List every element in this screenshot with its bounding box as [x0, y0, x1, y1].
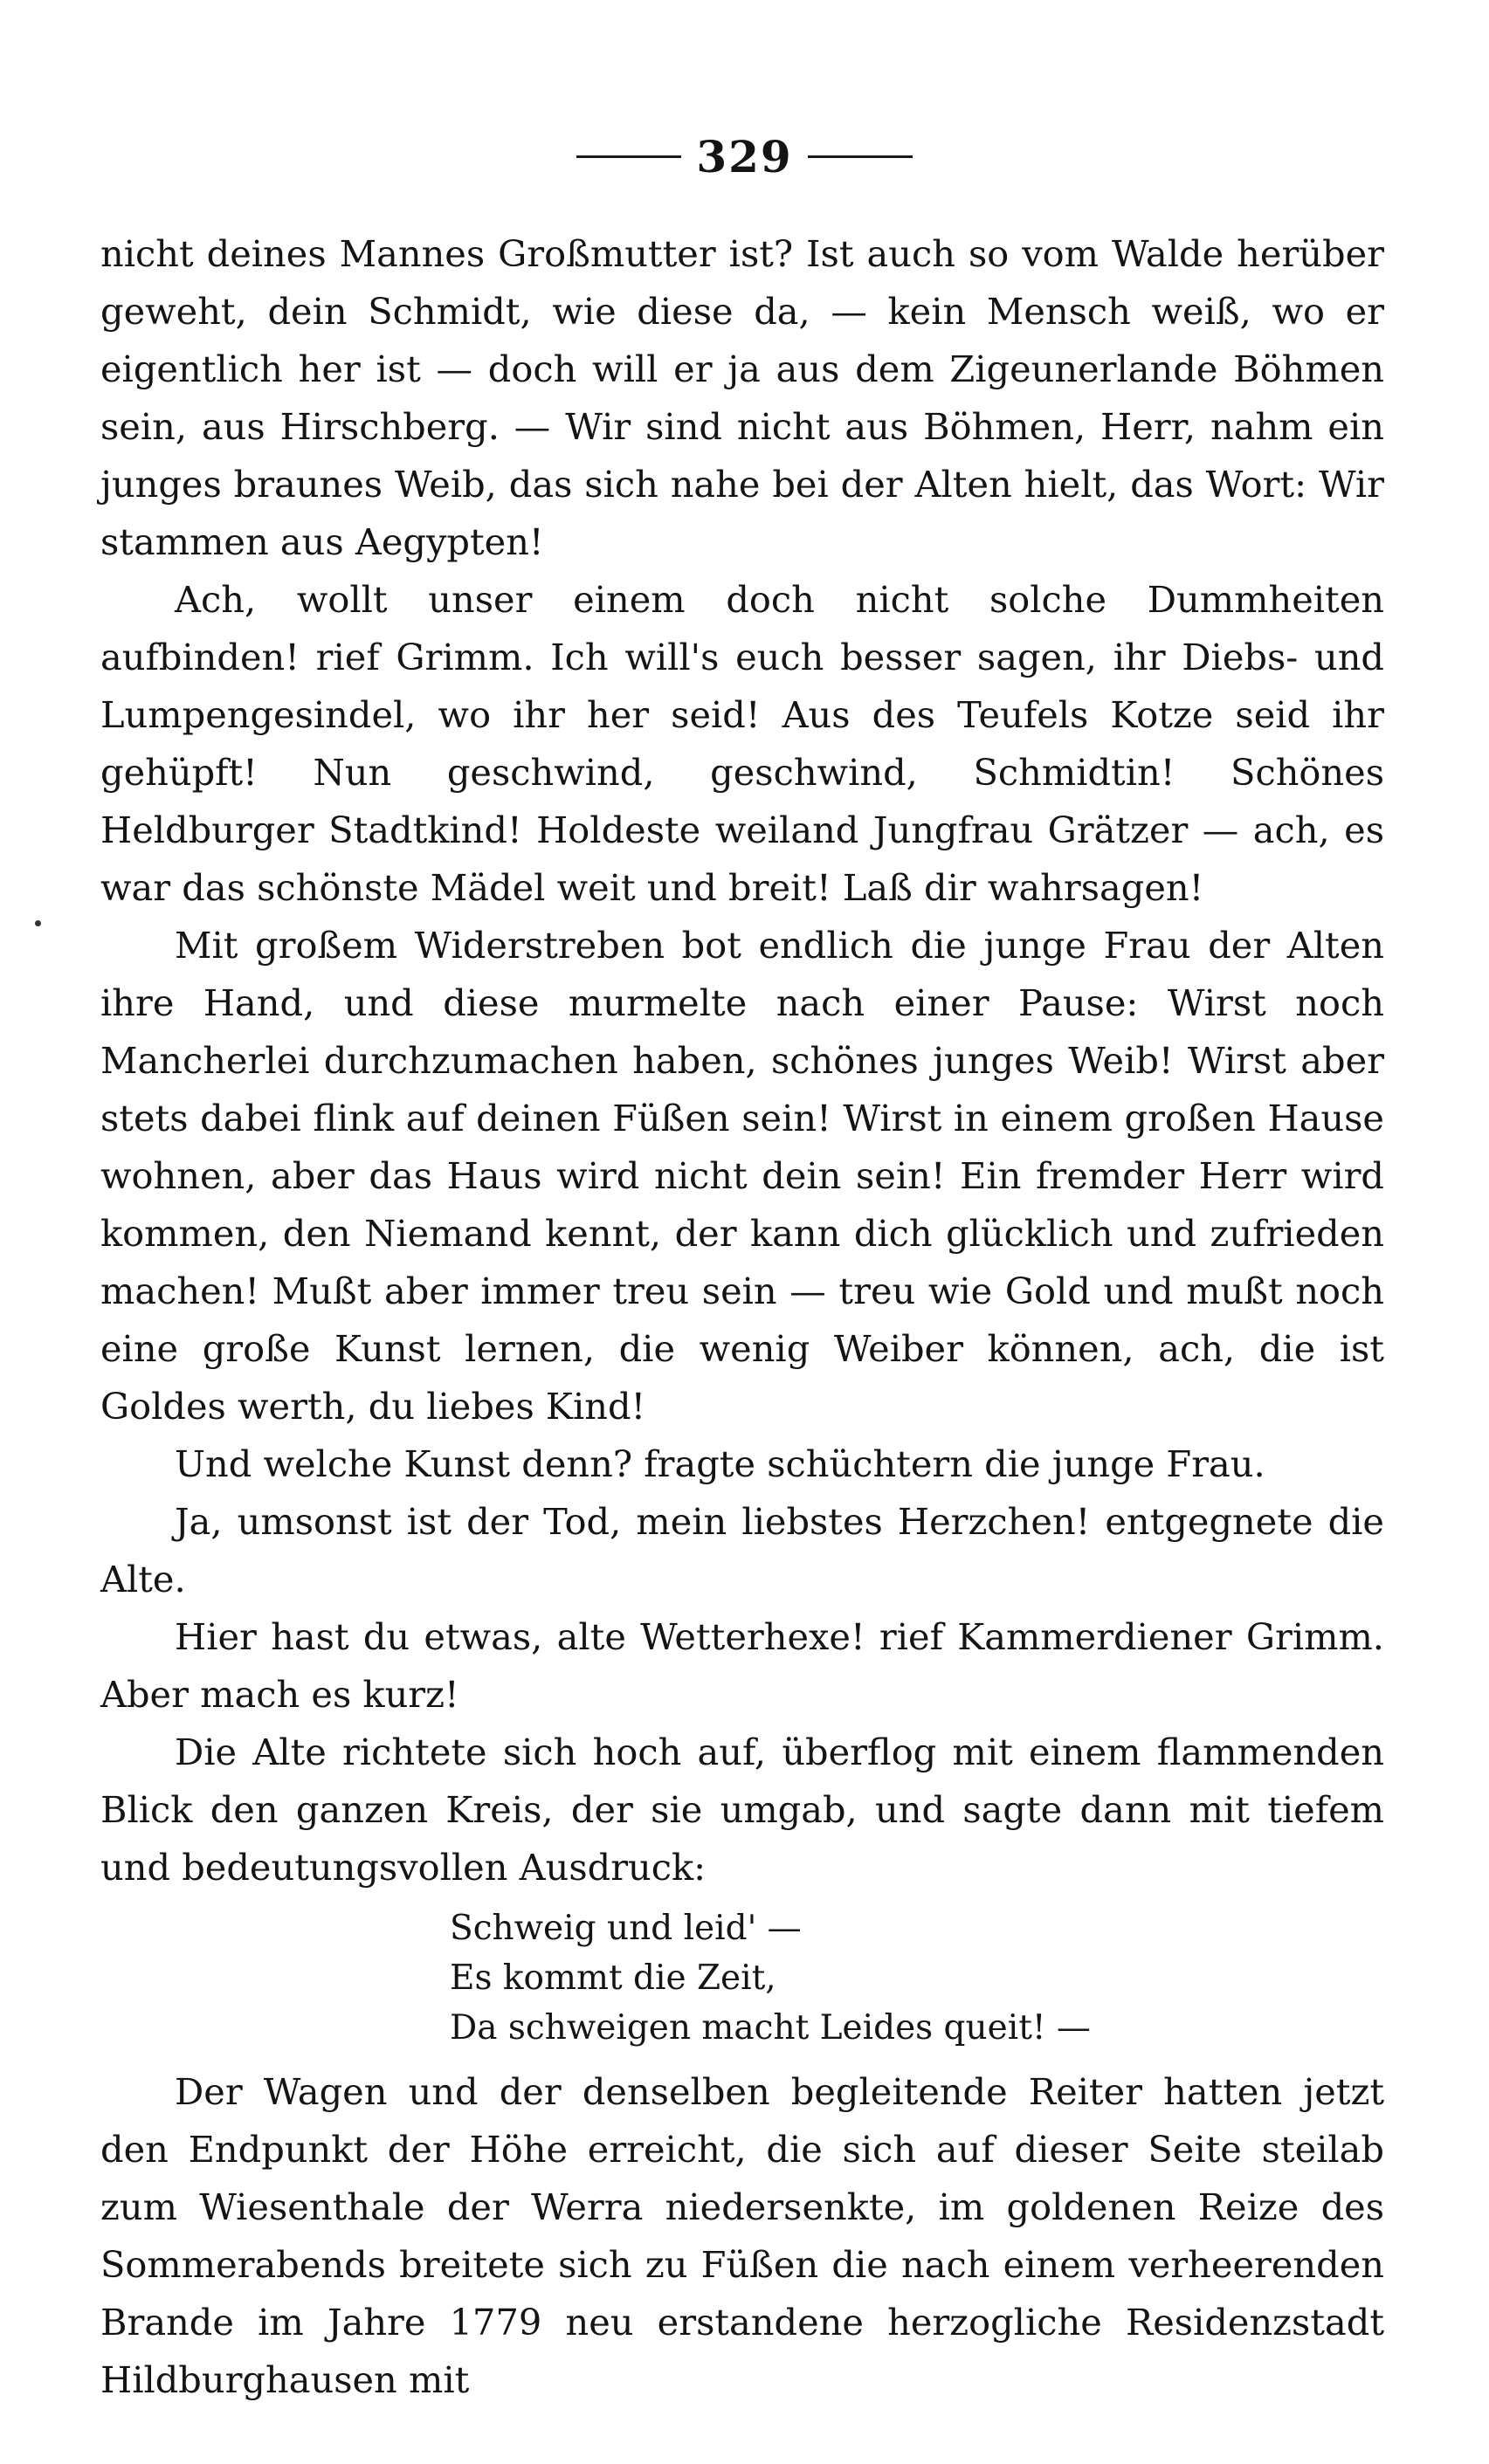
verse-line: Da schweigen macht Leides queit! — [450, 2008, 1091, 2048]
header-rule-left [576, 155, 681, 158]
paragraph: Hier hast du etwas, alte Wetterhexe! rief Kammerdiener Grimm. Aber mach es kurz! [100, 1615, 1384, 1716]
paragraph-final: Der Wagen und der denselben begleitende Reiter hatten jetzt den Endpunkt der Höhe erreicht, die sich auf dieser Seite steilab zum Wiesenthale der Werra niedersenkte, im goldenen Reize des Sommerabends breitete sich zu Füßen die nach einem verheerenden Brande im Jahre 1779 neu erstandene herzogliche Residenzstadt Hildburghausen mit [100, 2070, 1384, 2401]
verse-block [100, 1903, 1384, 2053]
body-text [100, 225, 1384, 2409]
paragraph: Ach, wollt unser einem doch nicht solche Dummheiten aufbinden! rief Grimm. Ich will's euch besser sagen, ihr Diebs- und Lumpengesindel, wo ihr her seid! Aus des Teufels Kotze seid ihr gehüpft! Nun geschwind, geschwind, Schmidtin! Schönes Heldburger Stadtkind! Holdeste weiland Jungfrau Grätzer — ach, es war das schönste Mädel weit und breit! Laß dir wahrsagen! [100, 578, 1384, 909]
verse-line: Schweig und leid' — [450, 1909, 802, 1948]
paragraph: Die Alte richtete sich hoch auf, überflog mit einem flammenden Blick den ganzen Kreis, der sie umgab, und sagte dann mit tiefem und bedeutungsvollen Ausdruck: [100, 1731, 1384, 1889]
paragraph: Ja, umsonst ist der Tod, mein liebstes Herzchen! entgegnete die Alte. [100, 1500, 1384, 1600]
margin-dot [35, 920, 41, 926]
header-rule-right [808, 155, 913, 158]
paragraph: Mit großem Widerstreben bot endlich die junge Frau der Alten ihre Hand, und diese murmelte nach einer Pause: Wirst noch Mancherlei durchzumachen haben, schönes junges Weib! Wirst aber stets dabei flink auf deinen Füßen sein! Wirst in einem großen Hause wohnen, aber das Haus wird nicht dein sein! Ein fremder Herr wird kommen, den Niemand kennt, der kann dich glücklich und zufrieden machen! Mußt aber immer treu sein — treu wie Gold und mußt noch eine große Kunst lernen, die wenig Weiber können, ach, die ist Goldes werth, du liebes Kind! [100, 924, 1384, 1428]
paragraph-continuation: nicht deines Mannes Großmutter ist? Ist auch so vom Walde herüber geweht, dein Schmidt, wie diese da, — kein Mensch weiß, wo er eigentlich her ist — doch will er ja aus dem Zigeunerlande Böhmen sein, aus Hirschberg. — Wir sind nicht aus Böhmen, Herr, nahm ein junges braunes Weib, das sich nahe bei der Alten hielt, das Wort: Wir stammen aus Aegypten! [100, 232, 1384, 563]
page-header [0, 131, 1489, 192]
verse-line: Es kommt die Zeit, [450, 1958, 776, 1998]
page-number: 329 [696, 131, 793, 182]
paragraph: Und welche Kunst denn? fragte schüchtern die junge Frau. [175, 1442, 1265, 1485]
